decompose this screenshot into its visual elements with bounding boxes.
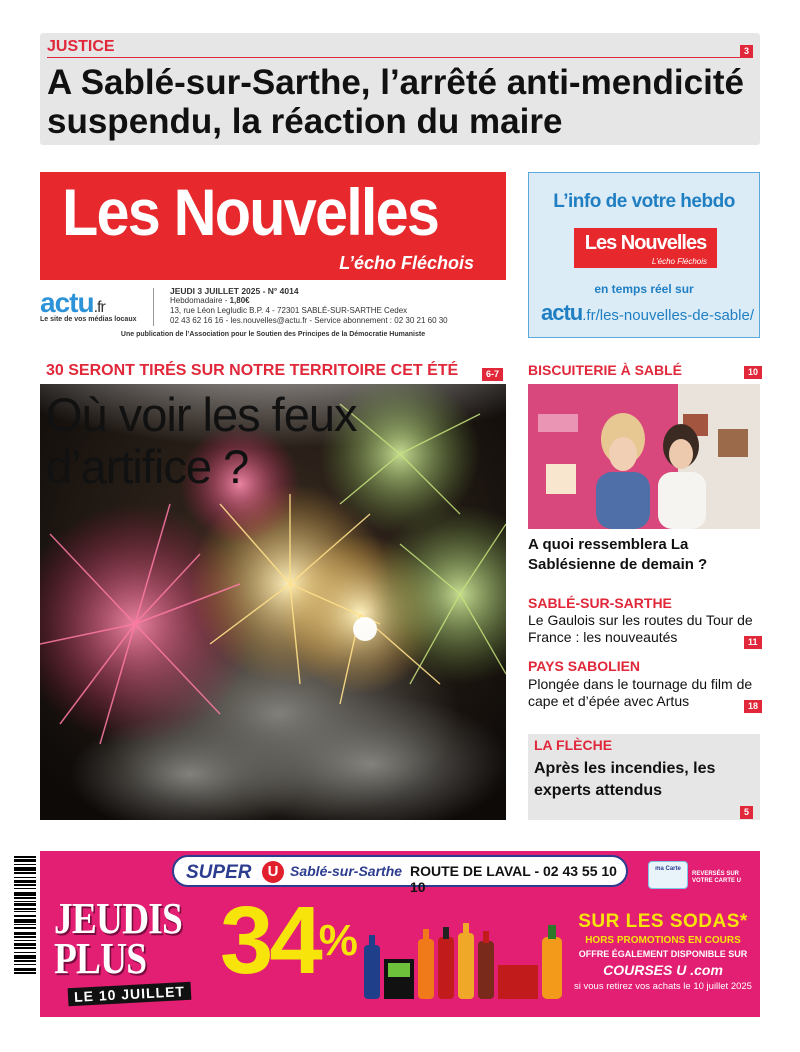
meta-divider [153, 288, 154, 326]
ad-courses: COURSES U .com [603, 962, 723, 978]
ad-hors: HORS PROMOTIONS EN COURS [585, 935, 741, 946]
ad-percent-value: 34 [220, 887, 319, 994]
issue-date: JEUDI 3 JUILLET 2025 - N° 4014 [170, 286, 299, 296]
actu-logo-text: actu [40, 287, 94, 318]
ad-offer-text [570, 911, 756, 992]
pays-teaser[interactable]: Plongée dans le tournage du film de cape et d’épée avec Artus [528, 676, 753, 709]
fleche-kicker: LA FLÈCHE [534, 737, 613, 753]
ad-retirez: si vous retirez vos achats le 10 juillet 2025 [574, 981, 752, 992]
ad-town: Sablé-sur-Sarthe [290, 863, 403, 879]
main-headline: Où voir les feux d’artifice ? [46, 388, 357, 493]
issue-frequency: Hebdomadaire - [170, 296, 230, 305]
teaser-rule [47, 57, 752, 58]
ad-brand: SUPER [186, 862, 252, 883]
sable-page-number: 11 [744, 636, 762, 649]
issue-info [170, 286, 448, 326]
ad-road-phone: ROUTE DE LAVAL - 02 43 55 10 10 [410, 863, 617, 895]
promo-url[interactable] [541, 300, 754, 326]
super-u-logo-icon: U [262, 861, 284, 883]
main-page-number: 6-7 [482, 368, 503, 381]
top-teaser[interactable] [40, 33, 760, 145]
promo-line1: L’info de votre hebdo [553, 191, 735, 212]
ad-card-text: REVERSÉS SUR VOTRE CARTE U [692, 871, 742, 884]
ad-percent [220, 887, 354, 994]
biscuit-illustration [528, 384, 760, 529]
biscuit-photo [528, 384, 760, 529]
masthead-meta [40, 284, 506, 330]
ma-carte-icon: ma Carte [648, 861, 688, 889]
promo-url-brand: actu [541, 300, 583, 325]
teaser-headline: A Sablé-sur-Sarthe, l’arrêté anti-mendicité suspendu, la réaction du maire [47, 63, 744, 141]
biscuit-headline[interactable]: A quoi ressemblera La Sablésienne de demain ? [528, 536, 708, 573]
biscuit-kicker: BISCUITERIE À SABLÉ [528, 362, 683, 378]
issue-address: 13, rue Léon Legludic B.P. 4 - 72301 SABLÉ-SUR-SARTHE Cedex [170, 306, 408, 315]
promo-line2: en temps réel sur [594, 282, 694, 296]
promo-box[interactable] [528, 172, 760, 338]
actu-tagline: Le site de vos médias locaux [40, 316, 137, 323]
issue-price: 1,80€ [229, 296, 250, 305]
fleche-box[interactable] [528, 734, 760, 820]
biscuit-page-number: 10 [744, 366, 762, 379]
promo-url-rest: .fr/les-nouvelles-de-sable/ [582, 307, 754, 324]
actu-logo [40, 287, 105, 319]
main-kicker: 30 SERONT TIRÉS SUR NOTRE TERRITOIRE CET ÉTÉ [46, 362, 459, 379]
ad-store-bar [172, 855, 628, 895]
ad-jeudis-plus [54, 894, 182, 983]
masthead-title: Les Nouvelles [62, 175, 439, 249]
fleche-headline: Après les incendies, les experts attendus [534, 760, 716, 799]
ad-plus: PLUS [54, 934, 147, 983]
issue-price-line [170, 296, 448, 306]
super-u-ad[interactable] [40, 851, 760, 1017]
ad-offre: OFFRE ÉGALEMENT DISPONIBLE SUR [578, 949, 748, 959]
promo-mini-logo [574, 228, 717, 268]
ad-jeudis: JEUDIS [54, 894, 182, 943]
pays-page-number: 18 [744, 700, 762, 713]
teaser-kicker: JUSTICE [47, 38, 115, 55]
ad-percent-sign: % [318, 916, 354, 965]
publication-line: Une publication de l’Association pour le Soutien des Principes de la Démocratie Humaniste [120, 331, 426, 338]
teaser-page-number: 3 [740, 45, 753, 58]
issue-contact: 02 43 62 16 16 - les.nouvelles@actu.fr - Service abonnement : 02 30 21 60 30 [170, 316, 448, 325]
promo-logo-sub: L’écho Fléchois [651, 257, 707, 266]
pays-kicker: PAYS SABOLIEN [528, 658, 641, 674]
actu-logo-tld: .fr [93, 299, 105, 316]
masthead [40, 172, 506, 280]
ad-sodas: SUR LES SODAS* [578, 911, 748, 932]
masthead-subtitle: L’écho Fléchois [339, 253, 474, 273]
ad-date-banner: LE 10 JUILLET [68, 982, 192, 1006]
soda-bottles-illustration [362, 919, 574, 999]
sable-kicker: SABLÉ-SUR-SARTHE [528, 595, 672, 611]
sable-teaser[interactable]: Le Gaulois sur les routes du Tour de France : les nouveautés [528, 612, 753, 645]
fleche-page-number: 5 [740, 806, 753, 819]
barcode [14, 856, 36, 1006]
promo-logo-title: Les Nouvelles [584, 232, 707, 254]
